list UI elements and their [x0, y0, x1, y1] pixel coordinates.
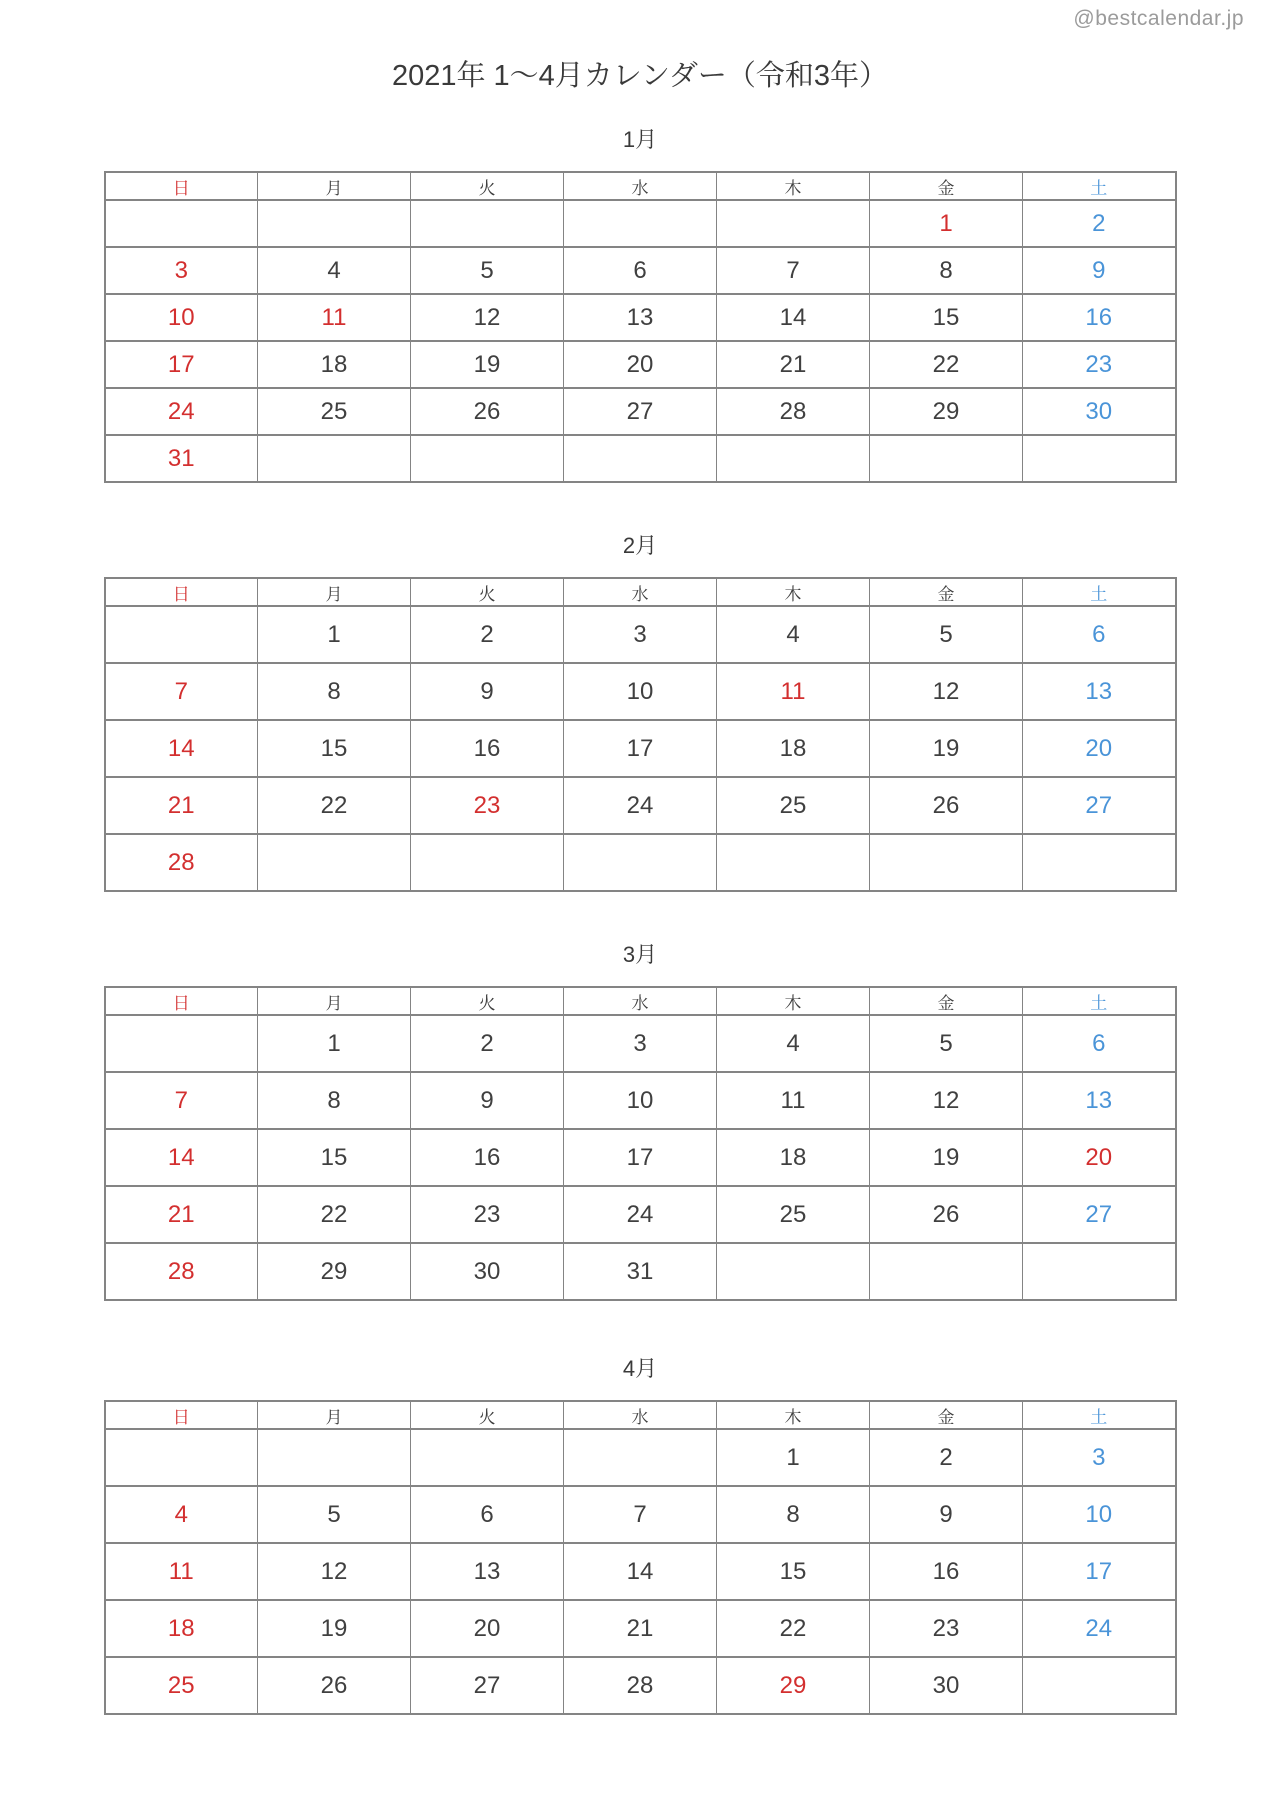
day-cell: 24 [564, 1186, 717, 1243]
empty-cell [105, 200, 258, 247]
day-cell: 14 [105, 720, 258, 777]
day-cell: 23 [1023, 341, 1176, 388]
week-row [105, 1072, 1176, 1129]
week-row [105, 1243, 1176, 1300]
day-cell: 27 [1023, 777, 1176, 834]
day-cell: 22 [258, 777, 411, 834]
week-row [105, 247, 1176, 294]
day-cell: 24 [1023, 1600, 1176, 1657]
weekday-header: 月 [258, 578, 411, 606]
week-row [105, 663, 1176, 720]
day-cell: 16 [1023, 294, 1176, 341]
weekday-header: 木 [717, 987, 870, 1015]
day-cell: 11 [105, 1543, 258, 1600]
day-cell: 25 [105, 1657, 258, 1714]
day-cell: 21 [105, 777, 258, 834]
month-table [104, 171, 1177, 483]
day-cell: 29 [870, 388, 1023, 435]
day-cell: 12 [870, 663, 1023, 720]
empty-cell [105, 1015, 258, 1072]
day-cell: 30 [870, 1657, 1023, 1714]
day-cell: 4 [258, 247, 411, 294]
weekday-header: 火 [411, 172, 564, 200]
empty-cell [411, 1429, 564, 1486]
empty-cell [105, 1429, 258, 1486]
week-row [105, 720, 1176, 777]
empty-cell [1023, 1657, 1176, 1714]
empty-cell [411, 834, 564, 891]
day-cell: 21 [105, 1186, 258, 1243]
day-cell: 4 [717, 606, 870, 663]
empty-cell [105, 606, 258, 663]
empty-cell [1023, 1243, 1176, 1300]
day-cell: 9 [411, 1072, 564, 1129]
day-cell: 14 [105, 1129, 258, 1186]
page-title: 2021年 1〜4月カレンダー（令和3年） [391, 60, 889, 92]
weekday-header: 木 [717, 172, 870, 200]
empty-cell [564, 834, 717, 891]
day-cell: 5 [870, 606, 1023, 663]
empty-cell [717, 834, 870, 891]
month-section [0, 127, 1280, 483]
empty-cell [717, 435, 870, 482]
week-row [105, 341, 1176, 388]
watermark-credit: @bestcalendar.jp [1073, 7, 1244, 30]
day-cell: 13 [411, 1543, 564, 1600]
week-row [105, 200, 1176, 247]
day-cell: 11 [717, 1072, 870, 1129]
month-section [0, 533, 1280, 892]
empty-cell [411, 200, 564, 247]
week-row [105, 1486, 1176, 1543]
day-cell: 8 [717, 1486, 870, 1543]
month-table [104, 986, 1177, 1301]
day-cell: 26 [258, 1657, 411, 1714]
day-cell: 21 [717, 341, 870, 388]
day-cell: 22 [258, 1186, 411, 1243]
weekday-header: 土 [1023, 172, 1176, 200]
day-cell: 10 [564, 1072, 717, 1129]
weekday-header: 日 [105, 172, 258, 200]
weekday-header: 金 [870, 172, 1023, 200]
weekday-header: 月 [258, 172, 411, 200]
day-cell: 31 [564, 1243, 717, 1300]
day-cell: 18 [717, 720, 870, 777]
month-section [0, 1356, 1280, 1715]
day-cell: 23 [411, 777, 564, 834]
month-label: 4月 [622, 1356, 658, 1381]
month-label: 3月 [622, 942, 658, 967]
day-cell: 18 [258, 341, 411, 388]
day-cell: 25 [717, 777, 870, 834]
day-cell: 13 [1023, 1072, 1176, 1129]
month-section [0, 942, 1280, 1301]
months-container [0, 127, 1280, 1715]
day-cell: 3 [1023, 1429, 1176, 1486]
empty-cell [564, 200, 717, 247]
empty-cell [870, 1243, 1023, 1300]
weekday-header-row [105, 578, 1176, 606]
day-cell: 20 [411, 1600, 564, 1657]
day-cell: 15 [258, 720, 411, 777]
day-cell: 5 [258, 1486, 411, 1543]
empty-cell [258, 200, 411, 247]
day-cell: 28 [105, 1243, 258, 1300]
week-row [105, 294, 1176, 341]
day-cell: 6 [1023, 606, 1176, 663]
day-cell: 10 [105, 294, 258, 341]
week-row [105, 777, 1176, 834]
week-row [105, 1186, 1176, 1243]
day-cell: 10 [1023, 1486, 1176, 1543]
day-cell: 19 [870, 720, 1023, 777]
weekday-header: 水 [564, 987, 717, 1015]
day-cell: 2 [1023, 200, 1176, 247]
day-cell: 12 [411, 294, 564, 341]
day-cell: 16 [411, 1129, 564, 1186]
day-cell: 26 [870, 1186, 1023, 1243]
week-row [105, 1657, 1176, 1714]
day-cell: 7 [564, 1486, 717, 1543]
day-cell: 25 [717, 1186, 870, 1243]
day-cell: 8 [258, 1072, 411, 1129]
day-cell: 13 [1023, 663, 1176, 720]
weekday-header: 水 [564, 172, 717, 200]
day-cell: 5 [411, 247, 564, 294]
day-cell: 7 [717, 247, 870, 294]
day-cell: 20 [1023, 720, 1176, 777]
day-cell: 18 [105, 1600, 258, 1657]
day-cell: 3 [564, 1015, 717, 1072]
empty-cell [564, 435, 717, 482]
week-row [105, 435, 1176, 482]
weekday-header-row [105, 987, 1176, 1015]
weekday-header: 木 [717, 578, 870, 606]
day-cell: 17 [1023, 1543, 1176, 1600]
day-cell: 20 [564, 341, 717, 388]
weekday-header: 日 [105, 1401, 258, 1429]
day-cell: 1 [258, 606, 411, 663]
weekday-header: 金 [870, 987, 1023, 1015]
week-row [105, 606, 1176, 663]
week-row [105, 834, 1176, 891]
month-table [104, 577, 1177, 892]
day-cell: 21 [564, 1600, 717, 1657]
weekday-header: 水 [564, 578, 717, 606]
week-row [105, 1015, 1176, 1072]
day-cell: 15 [258, 1129, 411, 1186]
day-cell: 7 [105, 663, 258, 720]
day-cell: 31 [105, 435, 258, 482]
day-cell: 4 [717, 1015, 870, 1072]
weekday-header: 土 [1023, 1401, 1176, 1429]
day-cell: 6 [1023, 1015, 1176, 1072]
day-cell: 12 [258, 1543, 411, 1600]
day-cell: 8 [258, 663, 411, 720]
weekday-header: 日 [105, 578, 258, 606]
week-row [105, 388, 1176, 435]
day-cell: 28 [105, 834, 258, 891]
weekday-header-row [105, 172, 1176, 200]
day-cell: 28 [717, 388, 870, 435]
weekday-header: 金 [870, 578, 1023, 606]
week-row [105, 1543, 1176, 1600]
day-cell: 3 [564, 606, 717, 663]
day-cell: 23 [870, 1600, 1023, 1657]
day-cell: 25 [258, 388, 411, 435]
day-cell: 17 [564, 1129, 717, 1186]
day-cell: 16 [870, 1543, 1023, 1600]
day-cell: 1 [258, 1015, 411, 1072]
day-cell: 27 [1023, 1186, 1176, 1243]
day-cell: 17 [105, 341, 258, 388]
day-cell: 29 [717, 1657, 870, 1714]
day-cell: 30 [1023, 388, 1176, 435]
day-cell: 4 [105, 1486, 258, 1543]
day-cell: 28 [564, 1657, 717, 1714]
day-cell: 27 [564, 388, 717, 435]
day-cell: 10 [564, 663, 717, 720]
day-cell: 7 [105, 1072, 258, 1129]
day-cell: 14 [717, 294, 870, 341]
empty-cell [564, 1429, 717, 1486]
day-cell: 11 [258, 294, 411, 341]
day-cell: 2 [411, 606, 564, 663]
week-row [105, 1600, 1176, 1657]
day-cell: 15 [870, 294, 1023, 341]
day-cell: 22 [717, 1600, 870, 1657]
empty-cell [1023, 834, 1176, 891]
day-cell: 2 [870, 1429, 1023, 1486]
weekday-header: 月 [258, 1401, 411, 1429]
day-cell: 23 [411, 1186, 564, 1243]
empty-cell [258, 834, 411, 891]
day-cell: 6 [564, 247, 717, 294]
week-row [105, 1429, 1176, 1486]
day-cell: 29 [258, 1243, 411, 1300]
day-cell: 20 [1023, 1129, 1176, 1186]
weekday-header: 火 [411, 1401, 564, 1429]
empty-cell [411, 435, 564, 482]
empty-cell [717, 200, 870, 247]
day-cell: 9 [411, 663, 564, 720]
empty-cell [870, 834, 1023, 891]
day-cell: 19 [411, 341, 564, 388]
weekday-header: 土 [1023, 987, 1176, 1015]
day-cell: 3 [105, 247, 258, 294]
day-cell: 1 [870, 200, 1023, 247]
day-cell: 30 [411, 1243, 564, 1300]
day-cell: 9 [870, 1486, 1023, 1543]
day-cell: 11 [717, 663, 870, 720]
day-cell: 19 [870, 1129, 1023, 1186]
weekday-header: 火 [411, 987, 564, 1015]
day-cell: 24 [564, 777, 717, 834]
day-cell: 19 [258, 1600, 411, 1657]
week-row [105, 1129, 1176, 1186]
day-cell: 24 [105, 388, 258, 435]
day-cell: 6 [411, 1486, 564, 1543]
empty-cell [1023, 435, 1176, 482]
weekday-header: 月 [258, 987, 411, 1015]
day-cell: 13 [564, 294, 717, 341]
empty-cell [258, 1429, 411, 1486]
day-cell: 5 [870, 1015, 1023, 1072]
month-label: 1月 [622, 127, 658, 152]
day-cell: 8 [870, 247, 1023, 294]
empty-cell [258, 435, 411, 482]
day-cell: 27 [411, 1657, 564, 1714]
weekday-header: 水 [564, 1401, 717, 1429]
day-cell: 26 [411, 388, 564, 435]
day-cell: 2 [411, 1015, 564, 1072]
month-label: 2月 [622, 533, 658, 558]
day-cell: 18 [717, 1129, 870, 1186]
day-cell: 17 [564, 720, 717, 777]
weekday-header: 金 [870, 1401, 1023, 1429]
weekday-header-row [105, 1401, 1176, 1429]
day-cell: 14 [564, 1543, 717, 1600]
day-cell: 12 [870, 1072, 1023, 1129]
day-cell: 26 [870, 777, 1023, 834]
weekday-header: 火 [411, 578, 564, 606]
empty-cell [717, 1243, 870, 1300]
weekday-header: 土 [1023, 578, 1176, 606]
day-cell: 22 [870, 341, 1023, 388]
day-cell: 1 [717, 1429, 870, 1486]
empty-cell [870, 435, 1023, 482]
day-cell: 16 [411, 720, 564, 777]
weekday-header: 木 [717, 1401, 870, 1429]
day-cell: 9 [1023, 247, 1176, 294]
weekday-header: 日 [105, 987, 258, 1015]
day-cell: 15 [717, 1543, 870, 1600]
month-table [104, 1400, 1177, 1715]
